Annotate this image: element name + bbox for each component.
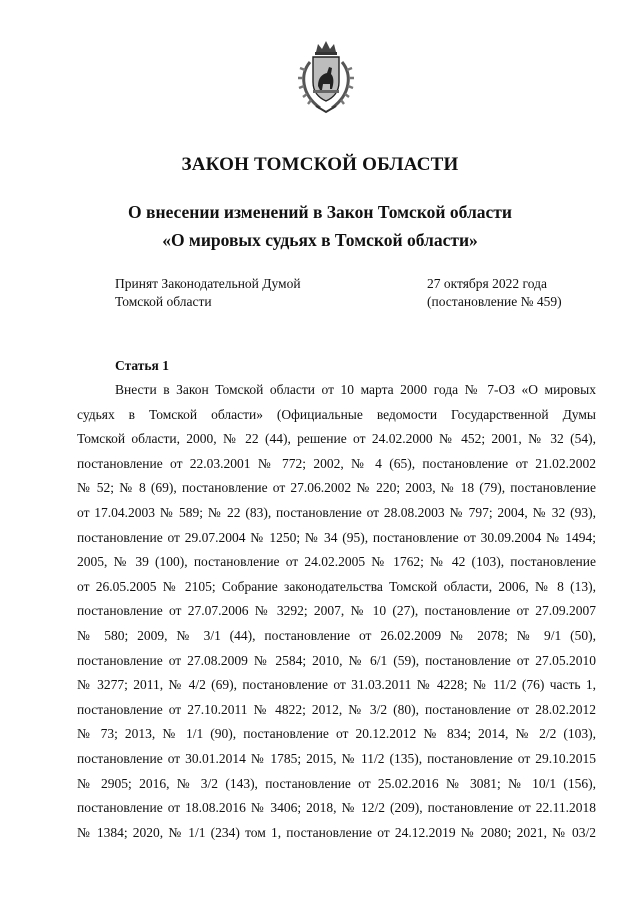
article-line: постановление от 27.08.2009 № 2584; 2010, № 6/1 (59), постановление от 27.05.2010 [77, 652, 596, 668]
adoption-info [115, 275, 301, 311]
article-line: № 52; № 8 (69), постановление от 27.06.2002 № 220; 2003, № 18 (79), постановление [77, 480, 596, 496]
tomsk-oblast-coat-of-arms-icon [296, 38, 356, 116]
article-line: № 1384; 2020, № 1/1 (234) том 1, постановление от 24.12.2019 № 2080; 2021, № 03/2 [77, 824, 596, 840]
article-line: 2005, № 39 (100), постановление от 24.02.2005 № 1762; № 42 (103), постановление [77, 554, 596, 570]
article-heading: Статья 1 [115, 358, 169, 373]
law-subtitle-line-2: «О мировых судьях в Томской области» [162, 230, 478, 250]
article-line: от 26.05.2005 № 2105; Собрание законодательства Томской области, 2006, № 8 (13), [77, 578, 596, 594]
adoption-date-info [427, 275, 562, 311]
article-line: постановление от 18.08.2016 № 3406; 2018, № 12/2 (209), постановление от 22.11.2018 [77, 800, 596, 816]
adoption-date: 27 октября 2022 года [427, 276, 547, 291]
resolution-number: (постановление № 459) [427, 294, 562, 309]
article-line: постановление от 30.01.2014 № 1785; 2015, № 11/2 (135), постановление от 29.10.2015 [77, 750, 596, 766]
article-line: № 2905; 2016, № 3/2 (143), постановление от 25.02.2016 № 3081; № 10/1 (156), [77, 775, 596, 791]
article-line: Внести в Закон Томской области от 10 марта 2000 года № 7-ОЗ «О мировых [115, 382, 596, 397]
article-line: от 17.04.2003 № 589; № 22 (83), постановление от 28.08.2003 № 797; 2004, № 32 (93), [77, 504, 596, 520]
article-line: Томской области, 2000, № 22 (44), решение от 24.02.2000 № 452; 2001, № 32 (54), [77, 431, 596, 447]
adopted-by-line-1: Принят Законодательной Думой [115, 276, 301, 291]
article-line: постановление от 29.07.2004 № 1250; № 34 (95), постановление от 30.09.2004 № 1494; [77, 529, 596, 545]
law-subtitle-line-1: О внесении изменений в Закон Томской области [128, 202, 512, 222]
article-line: судьях в Томской области» (Официальные ведомости Государственной Думы [77, 406, 596, 422]
law-title: ЗАКОН ТОМСКОЙ ОБЛАСТИ [181, 154, 459, 175]
article-line: № 73; 2013, № 1/1 (90), постановление от 20.12.2012 № 834; 2014, № 2/2 (103), [77, 726, 596, 742]
article-line: № 3277; 2011, № 4/2 (69), постановление от 31.03.2011 № 4228; № 11/2 (76) часть 1, [77, 677, 596, 693]
article-line: № 580; 2009, № 3/1 (44), постановление от 26.02.2009 № 2078; № 9/1 (50), [77, 627, 596, 643]
adopted-by-line-2: Томской области [115, 294, 212, 309]
article-body [77, 378, 596, 845]
article-line: постановление от 27.10.2011 № 4822; 2012, № 3/2 (80), постановление от 28.02.2012 [77, 701, 596, 717]
article-line: постановление от 22.03.2001 № 772; 2002, № 4 (65), постановление от 21.02.2002 [77, 455, 596, 471]
article-line: постановление от 27.07.2006 № 3292; 2007, № 10 (27), постановление от 27.09.2007 [77, 603, 596, 619]
